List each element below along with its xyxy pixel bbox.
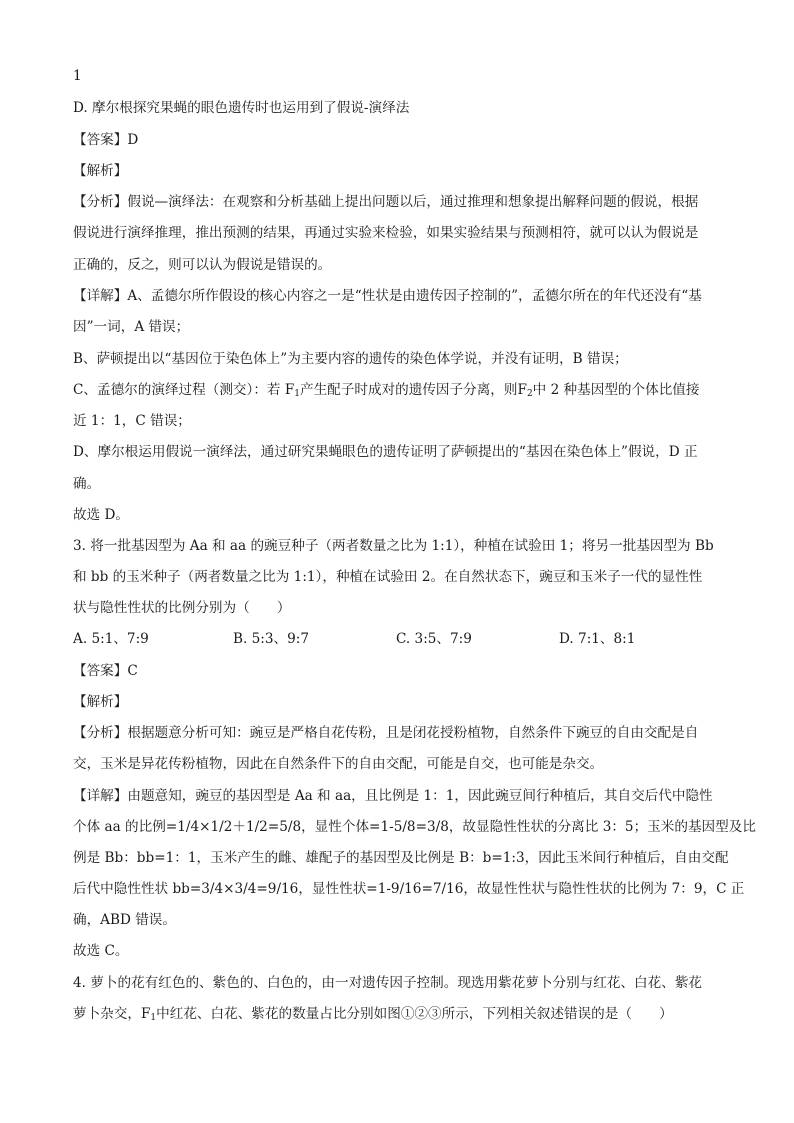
q2-detail-d: 确。	[73, 476, 101, 492]
q2-choice: 故选 D。	[73, 507, 130, 523]
q2-detail-line: 【详解】A、孟德尔所作假设的核心内容之一是“性状是由遗传因子控制的”，孟德尔所在的年代还没有“基	[73, 288, 702, 304]
q4-stem-text: 萝卜杂交，F	[73, 1006, 151, 1022]
q3-detail-line: 例是 Bb：bb=1：1，玉米产生的雌、雄配子的基因型及比例是 B：b=1:3，因此玉米间行种植后，自由交配	[73, 850, 729, 866]
q3-answer: 【答案】C	[73, 663, 138, 679]
q4-stem-line: 4. 萝卜的花有红色的、紫色的、白色的，由一对遗传因子控制。现选用紫花萝卜分别与红花、白花、紫花	[73, 975, 703, 991]
q2-option-d: D. 摩尔根探究果蝇的眼色遗传时也运用到了假说-演绎法	[73, 100, 410, 116]
q3-stem-line: 3. 将一批基因型为 Aa 和 aa 的豌豆种子（两者数量之比为 1:1），种植在试验田 1；将另一批基因型为 Bb	[73, 538, 714, 554]
page-number: 1	[73, 68, 82, 84]
q2-fenxi-line: 正确的，反之，则可以认为假说是错误的。	[73, 257, 332, 273]
q2-fenxi-line: 假说进行演绎推理，推出预测的结果，再通过实验来检验，如果实验结果与预测相符，就可以认为假说是	[73, 225, 699, 241]
q2-c-text: 产生配子时成对的遗传因子分离，则F	[300, 382, 527, 398]
q3-option-d: D. 7:1、8:1	[559, 631, 636, 647]
q2-detail-line: 因”一词，A 错误；	[73, 319, 190, 335]
q3-option-b: B. 5:3、9:7	[233, 631, 309, 647]
q3-option-c: C. 3:5、7:9	[396, 631, 472, 647]
q3-detail-line: 个体 aa 的比例=1/4×1/2＋1/2=5/8，显性个体=1-5/8=3/8，故显隐性性状的分离比 3：5；玉米的基因型及比	[73, 819, 756, 835]
q2-detail-c	[73, 381, 723, 399]
f2-subscript: 2	[526, 389, 533, 399]
q3-stem-line: 状与隐性性状的比例分别为（ ）	[73, 600, 291, 616]
q2-detail-c: 近 1：1，C 错误；	[73, 413, 191, 429]
q2-answer: 【答案】D	[73, 132, 139, 148]
q2-c-text: C、孟德尔的演绎过程（测交）：若 F	[73, 382, 295, 398]
q4-stem-text: 中红花、白花、紫花的数量占比分别如图①②③所示，下列相关叙述错误的是（ ）	[156, 1006, 673, 1022]
q2-c-text: 中 2 种基因型的个体比值接	[532, 382, 700, 398]
f1-subscript: 1	[150, 1013, 157, 1023]
q3-stem-line: 和 bb 的玉米种子（两者数量之比为 1:1），种植在试验田 2。在自然状态下，豌豆和玉米子一代的显性性	[73, 569, 703, 585]
q2-detail-d: D、摩尔根运用假说一演绎法，通过研究果蝇眼色的遗传证明了萨顿提出的“基因在染色体上”假说，D 正	[73, 444, 698, 460]
q3-fenxi-line: 交，玉米是异花传粉植物，因此在自然条件下的自由交配，可能是自交，也可能是杂交。	[73, 756, 604, 772]
q3-detail-line: 后代中隐性性状 bb=3/4×3/4=9/16，显性性状=1-9/16=7/16，故显性性状与隐性性状的比例为 7：9，C 正	[73, 881, 745, 897]
q2-analysis-heading: 【解析】	[73, 163, 128, 179]
q3-detail-line: 确，ABD 错误。	[73, 912, 176, 928]
q2-fenxi-line: 【分析】假说—演绎法：在观察和分析基础上提出问题以后，通过推理和想象提出解释问题的假说，根据	[73, 194, 699, 210]
q3-detail-line: 【详解】由题意知，豌豆的基因型是 Aa 和 aa，且比例是 1：1，因此豌豆间行种植后，其自交后代中隐性	[73, 788, 713, 804]
q3-fenxi-line: 【分析】根据题意分析可知：豌豆是严格自花传粉，且是闭花授粉植物，自然条件下豌豆的自由交配是自	[73, 725, 699, 741]
f1-subscript: 1	[294, 389, 300, 399]
q3-analysis-heading: 【解析】	[73, 694, 128, 710]
q3-option-a: A. 5:1、7:9	[73, 631, 149, 647]
q2-detail-b: B、萨顿提出以“基因位于染色体上”为主要内容的遗传的染色体学说，并没有证明，B 错误；	[73, 351, 628, 367]
q3-choice: 故选 C。	[73, 943, 129, 959]
q4-stem-line	[73, 1005, 723, 1023]
